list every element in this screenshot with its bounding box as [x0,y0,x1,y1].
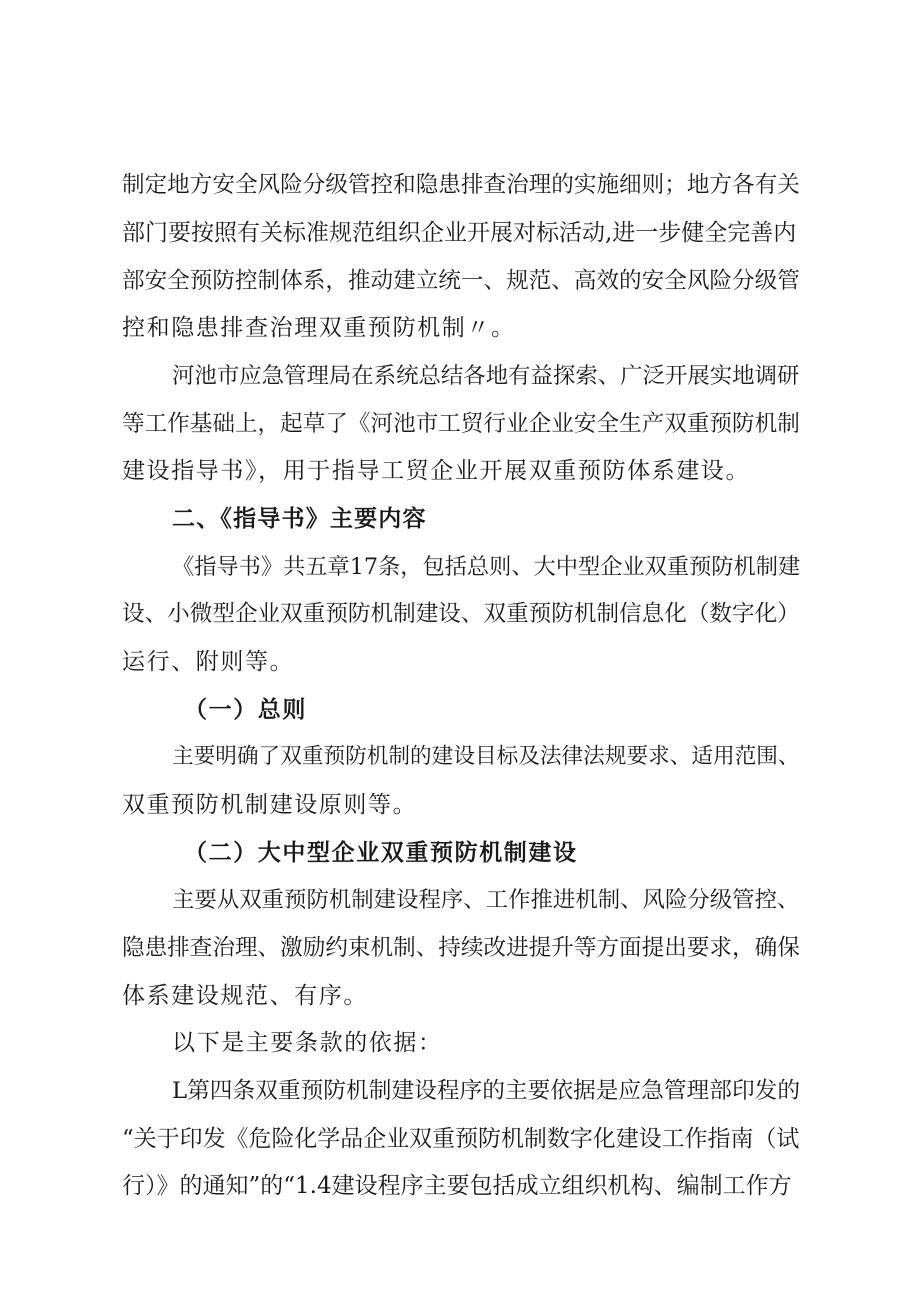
body-line: 河池市应急管理局在系统总结各地有益探索、广泛开展实地调研 [172,363,800,389]
subsection-heading: （二）大中型企业双重预防机制建设 [184,840,578,866]
body-line: 主要从双重预防机制建设程序、工作推进机制、风险分级管控、 [172,887,800,913]
body-line: 以下是主要条款的依据： [172,1030,443,1056]
body-line: 运行、附则等。 [122,649,295,675]
body-line: 双重预防机制建设原则等。 [122,792,418,818]
body-line: “关于印发《危险化学品企业双重预防机制数字化建设工作指南（试 [122,1126,800,1152]
subsection-heading: （一）总则 [184,697,307,723]
body-line: 控和隐患排查治理双重预防机制〃。 [122,315,516,341]
body-line: 部门要按照有关标准规范组织企业开展对标活动,进一步健全完善内 [122,220,797,246]
body-line: 建设指导书》，用于指导工贸企业开展双重预防体系建设。 [122,458,751,484]
body-line: 制定地方安全风险分级管控和隐患排查治理的实施细则；地方各有关 [122,172,800,198]
body-line: 设、小微型企业双重预防机制建设、双重预防机制信息化（数字化） [122,601,800,627]
body-line: 主要明确了双重预防机制的建设目标及法律法规要求、适用范围、 [172,744,800,769]
body-line: 《指导书》共五章17条，包括总则、大中型企业双重预防机制建 [172,554,801,580]
body-line: 等工作基础上，起草了《河池市工贸行业企业安全生产双重预防机制 [122,411,800,437]
body-line: 行）》的通知”的“1.4建设程序主要包括成立组织机构、编制工作方 [122,1173,792,1199]
body-line: L第四条双重预防机制建设程序的主要依据是应急管理部印发的 [172,1078,801,1104]
body-line: 体系建设规范、有序。 [122,983,368,1009]
body-line: 部安全预防控制体系，推动建立统一、规范、高效的安全风险分级管 [122,268,800,294]
section-heading: 二、《指导书》主要内容 [172,506,427,532]
body-line: 隐患排查治理、激励约束机制、持续改进提升等方面提出要求，确保 [122,935,800,961]
